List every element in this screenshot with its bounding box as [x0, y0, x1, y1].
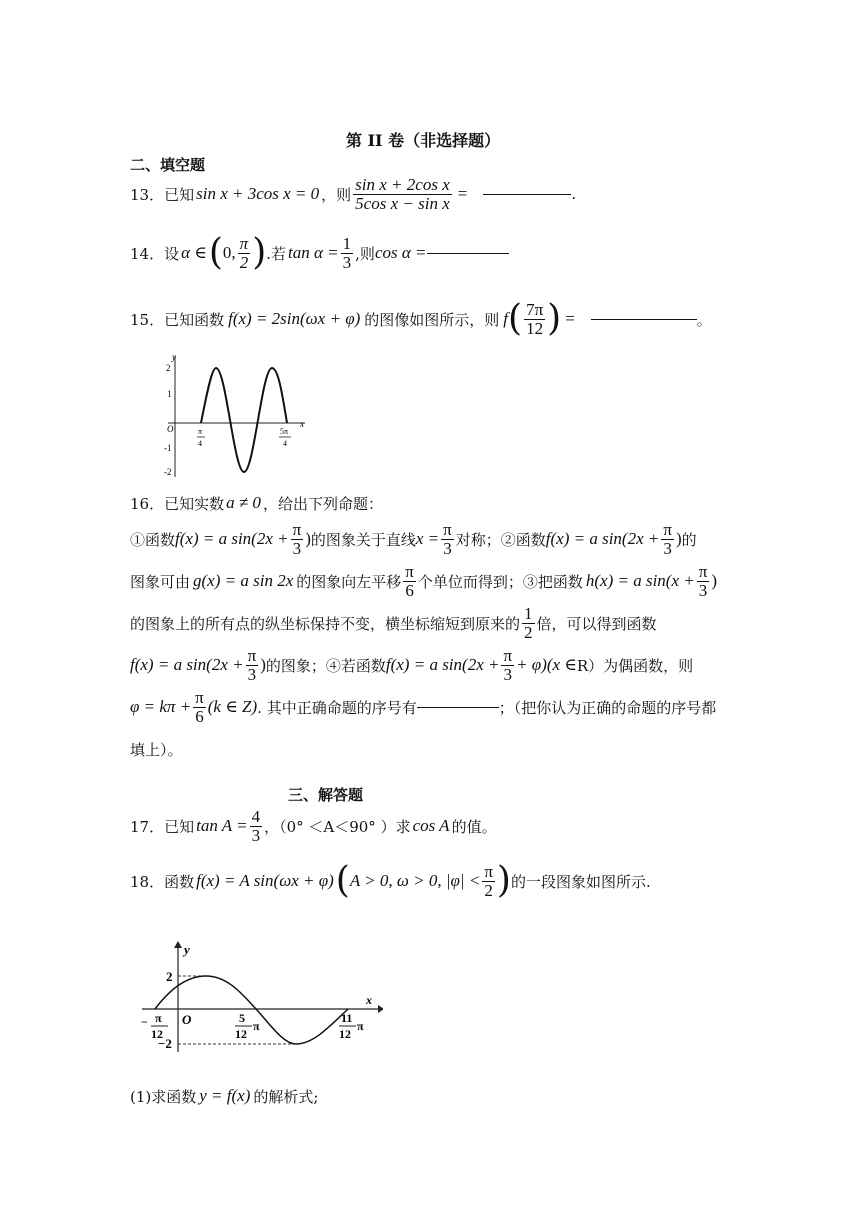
tan-formula: tan α = [288, 243, 339, 262]
graph-q18 [138, 940, 383, 1060]
question-text: 的图象关于直线 [310, 530, 416, 549]
max-value-label: 2 [166, 969, 173, 984]
cos-formula: cos A [412, 816, 450, 835]
page-title: 第 II 卷（非选择题） [346, 131, 501, 150]
graph-q15 [160, 352, 310, 482]
question-16-line-4 [130, 602, 657, 644]
pi-over-three [661, 521, 674, 558]
ratio-fraction [353, 176, 452, 213]
pi-over-three [441, 521, 454, 558]
x-tick-sign: − [141, 1015, 148, 1029]
question-text: 已知 [164, 817, 195, 836]
question-16-line-5 [130, 644, 693, 686]
y-tick-label: -1 [164, 443, 172, 453]
right-paren: ) [547, 298, 562, 339]
fraction-numerator: π [195, 687, 204, 707]
question-text: ，则 [321, 185, 352, 204]
question-text: . [571, 185, 577, 203]
right-paren: ) [496, 860, 511, 901]
question-text: 对称；②函数 [455, 530, 546, 549]
question-number: 14． [130, 244, 165, 263]
y-axis-label: y [172, 352, 176, 362]
question-16-line-2 [130, 518, 697, 560]
condition-formula: sin x + 3cos x = 0 [196, 184, 320, 203]
fraction-denominator: 3 [698, 580, 708, 600]
phi-formula: φ = kπ + [130, 697, 192, 716]
x-tick-label: 5π [280, 427, 289, 436]
condition-formula: a ≠ 0 [226, 493, 261, 512]
fraction-denominator: 3 [342, 252, 352, 272]
parameter-conditions: A > 0, ω > 0, |φ| < [349, 871, 481, 890]
question-text: 的 [681, 530, 697, 549]
section-heading-fill-in: 二、填空题 [130, 156, 206, 174]
question-text: 函数 [164, 872, 195, 891]
fraction-denominator: 2 [239, 252, 249, 272]
x-tick-pi: π [253, 1019, 260, 1033]
question-13 [130, 172, 576, 216]
close-paren: ) [711, 571, 717, 590]
tan-formula: tan A = [196, 816, 248, 835]
function-formula: f(x) = a sin(2x + [175, 529, 289, 548]
origin-label: O [182, 1012, 192, 1027]
question-text: . 其中正确命题的序号有 [257, 698, 417, 717]
question-text: 图象可由 [130, 572, 191, 591]
pi-over-three [697, 563, 710, 600]
min-value-label: −2 [158, 1036, 172, 1051]
right-paren: ) [252, 232, 267, 273]
question-text: ，给出下列命题： [262, 494, 383, 513]
y-tick-label: 2 [166, 363, 171, 373]
function-formula: h(x) = a sin(x + [585, 571, 695, 590]
fraction-numerator: sin x + 2cos x [355, 174, 450, 194]
question-text: 设 [164, 244, 180, 263]
fraction-denominator: 12 [526, 318, 544, 338]
x-tick-label: 4 [283, 439, 287, 448]
pi-over-six [193, 689, 206, 726]
fraction-numerator: π [443, 519, 452, 539]
function-formula: y = f(x) [199, 1086, 251, 1105]
question-text: 16．已知实数 [130, 494, 225, 513]
question-text: ；（把你认为正确的命题的序号都 [498, 698, 717, 717]
question-text: ①函数 [130, 530, 176, 549]
question-15 [130, 296, 712, 342]
x-tick-label: 12 [235, 1027, 247, 1041]
left-paren: ( [508, 298, 523, 339]
four-thirds-fraction [250, 808, 263, 845]
question-17 [130, 804, 497, 848]
question-text: 倍，可以得到函数 [536, 614, 657, 633]
pi-over-three [501, 647, 514, 684]
pi-over-six [403, 563, 416, 600]
question-text: 的图像如图所示，则 [364, 310, 500, 329]
question-18-part-1 [130, 1082, 318, 1110]
fraction-numerator: 1 [524, 603, 533, 623]
fraction-numerator: π [663, 519, 672, 539]
equals-sign: = [457, 184, 468, 203]
sine-curve [201, 368, 287, 472]
alpha-range: α ∈ [181, 243, 207, 262]
x-tick-label: π [198, 427, 203, 436]
question-text: 的解析式; [253, 1087, 319, 1106]
x-tick-pi: π [357, 1019, 364, 1033]
question-16-line-7 [130, 736, 183, 762]
fraction-denominator: 3 [292, 538, 302, 558]
question-number: 18． [130, 872, 165, 891]
function-name: f [503, 309, 509, 328]
one-third-fraction [341, 235, 354, 272]
question-text: .若 [266, 244, 287, 263]
fraction-numerator: π [292, 519, 302, 539]
fraction-numerator: 1 [342, 233, 352, 253]
fraction-numerator: π [405, 561, 414, 581]
question-text: ,则 [355, 244, 375, 263]
question-text: 的图象；④若函数 [265, 656, 386, 675]
question-number: 13． [130, 185, 165, 204]
left-paren: ( [208, 232, 223, 273]
seven-pi-over-twelve [524, 301, 545, 338]
question-14 [130, 230, 509, 276]
answer-blank[interactable] [427, 252, 509, 254]
close-paren: ) [260, 655, 266, 674]
x-tick-label: 5 [239, 1011, 245, 1025]
equals-sign: = [565, 309, 575, 328]
sine-curve [155, 976, 348, 1044]
x-tick-label: 12 [339, 1027, 351, 1041]
x-axis-label: x [300, 419, 304, 429]
x-tick-label: π [155, 1011, 162, 1025]
fraction-denominator: 3 [247, 664, 257, 684]
fraction-denominator: 3 [663, 538, 672, 558]
question-text: ，（0° ＜A＜90° ）求 [264, 817, 411, 836]
answer-blank[interactable] [483, 193, 571, 195]
question-text: 填上）。 [130, 740, 183, 759]
function-formula: f(x) = 2sin(ωx + φ) [228, 309, 361, 328]
fraction-denominator: 3 [503, 664, 513, 684]
x-tick-label: 4 [198, 439, 202, 448]
y-axis-arrow [174, 941, 182, 948]
function-formula: g(x) = a sin 2x [193, 571, 294, 590]
question-number: 15． [130, 310, 165, 329]
interval-start: 0, [222, 243, 236, 262]
one-half-fraction [522, 605, 535, 642]
question-text: 已知 [164, 185, 195, 204]
close-paren: ) [675, 529, 682, 548]
answer-blank[interactable] [417, 706, 499, 708]
function-formula: f(x) = a sin(2x + [130, 655, 244, 674]
fraction-numerator: π [503, 645, 513, 665]
function-formula: f(x) = a sin(2x + [385, 655, 500, 674]
question-18 [130, 858, 651, 904]
x-axis-label: x [366, 993, 372, 1007]
question-text: 已知函数 [164, 310, 225, 329]
x-tick-label: 12 [151, 1027, 163, 1041]
fraction-denominator: 6 [195, 706, 204, 726]
left-paren: ( [335, 860, 350, 901]
question-text: 的值。 [451, 817, 497, 836]
fraction-denominator: 3 [443, 538, 452, 558]
origin-label: O [167, 424, 174, 434]
pi-over-three [246, 647, 259, 684]
close-paren: ) [305, 529, 311, 548]
question-16-line-3 [130, 560, 717, 602]
fraction-numerator: π [698, 561, 708, 581]
cos-formula: cos α = [374, 243, 427, 262]
fraction-denominator: 3 [251, 825, 261, 845]
fraction-numerator: π [484, 861, 493, 881]
question-text: 。 [696, 310, 712, 329]
function-formula: f(x) = a sin(2x + [545, 529, 660, 548]
line-formula: x = [415, 529, 440, 548]
fraction-numerator: π [239, 233, 249, 253]
k-condition: (k ∈ Z) [207, 697, 258, 716]
fraction-denominator: 6 [405, 580, 414, 600]
fraction-numerator: 4 [251, 806, 261, 826]
function-formula: f(x) = A sin(ωx + φ) [196, 871, 334, 890]
pi-over-three [291, 521, 304, 558]
pi-over-two [238, 235, 251, 272]
question-text: 个单位而得到；③把函数 [417, 572, 583, 591]
question-text: 的图象上的所有点的纵坐标保持不变，横坐标缩短到原来的 [130, 614, 521, 633]
fraction-numerator: 7π [526, 299, 544, 319]
phi-term: + φ)(x ∈ [516, 655, 577, 674]
fraction-denominator: 5cos x − sin x [355, 193, 450, 213]
answer-blank[interactable] [591, 318, 697, 320]
question-number: 17． [130, 817, 165, 836]
question-text: 的一段图象如图所示. [510, 872, 651, 891]
fraction-denominator: 2 [524, 622, 533, 642]
question-16-line-1 [130, 490, 383, 516]
fraction-numerator: π [247, 645, 257, 665]
section-heading-answers: 三、解答题 [288, 786, 364, 804]
pi-over-two [482, 863, 495, 900]
question-text: 的图象向左平移 [296, 572, 402, 591]
question-16-line-6 [130, 686, 716, 728]
fraction-denominator: 2 [484, 880, 493, 900]
y-tick-label: 1 [167, 389, 172, 399]
question-text: R）为偶函数，则 [576, 656, 694, 675]
y-tick-label: -2 [164, 467, 172, 477]
x-tick-label: 11 [341, 1011, 353, 1025]
x-axis-arrow [378, 1005, 383, 1013]
question-text: (1)求函数 [130, 1087, 197, 1106]
y-axis-label: y [184, 942, 190, 957]
